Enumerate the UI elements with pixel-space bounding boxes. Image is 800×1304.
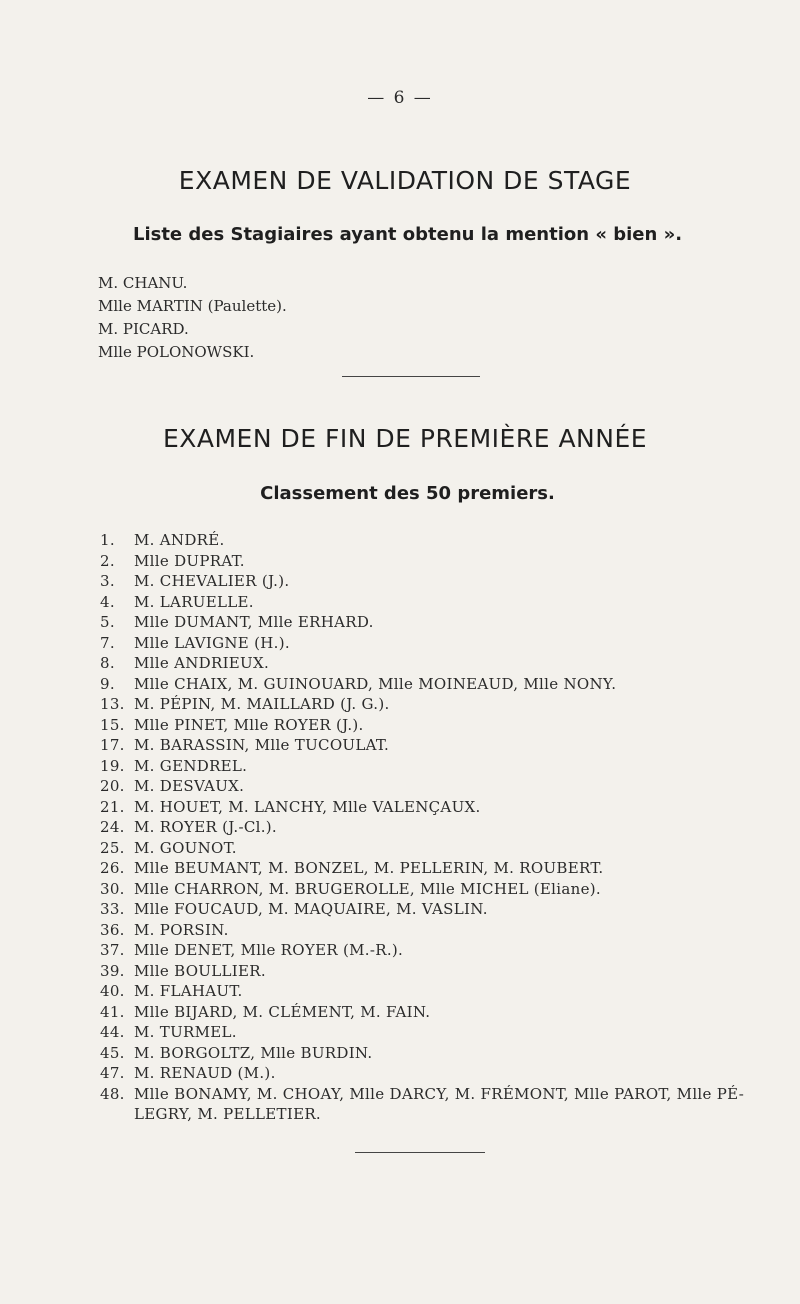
rank-number: 33. — [100, 900, 125, 918]
list-item — [100, 797, 744, 818]
rank-number: 25. — [100, 838, 125, 857]
rank-number: 24. — [100, 818, 125, 836]
list-item — [100, 776, 744, 797]
classement-list — [100, 530, 744, 1125]
rank-names: Mlle DUPRAT. — [134, 551, 245, 570]
list-item — [100, 633, 744, 654]
rank-names: M. FLAHAUT. — [134, 982, 243, 1000]
rank-number: 45. — [100, 1043, 125, 1062]
rank-number: 7. — [100, 633, 115, 652]
list-item — [100, 674, 744, 695]
list-item — [100, 756, 744, 777]
rank-names: Mlle DUMANT, Mlle ERHARD. — [134, 613, 374, 631]
page-number: — 6 — — [367, 88, 433, 108]
rank-names: Mlle BOULLIER. — [134, 961, 266, 980]
rank-number: 19. — [100, 756, 125, 775]
list-item — [100, 653, 744, 674]
rank-number: 40. — [100, 982, 125, 1000]
list-item — [100, 735, 744, 756]
list-item-continuation — [100, 1104, 744, 1125]
rank-names: Mlle PINET, Mlle ROYER (J.). — [134, 715, 364, 734]
rank-names: M. BARASSIN, Mlle TUCOULAT. — [134, 736, 390, 754]
list-item — [100, 612, 744, 633]
list-item — [100, 551, 744, 572]
rank-number: 48. — [100, 1084, 125, 1103]
rank-names-continuation: LEGRY, M. PELLETIER. — [134, 1105, 321, 1123]
rank-names: M. GENDREL. — [134, 756, 248, 775]
stagiaires-list — [98, 272, 287, 364]
rank-number: 1. — [100, 531, 115, 549]
rank-number: 26. — [100, 859, 125, 877]
list-item: M. PICARD. — [98, 320, 189, 338]
rank-number: 9. — [100, 674, 115, 693]
section-divider — [355, 1152, 485, 1153]
rank-names: Mlle BEUMANT, M. BONZEL, M. PELLERIN, M. ROUBERT. — [134, 859, 604, 877]
rank-names: M. BORGOLTZ, Mlle BURDIN. — [134, 1043, 373, 1062]
rank-names: Mlle CHAIX, M. GUINOUARD, Mlle MOINEAUD, Mlle NONY. — [134, 674, 617, 693]
rank-names: M. CHEVALIER (J.). — [134, 572, 290, 590]
list-item — [100, 981, 744, 1002]
rank-number: 20. — [100, 777, 125, 795]
rank-number: 17. — [100, 736, 125, 754]
section-subtitle-mention-bien: Liste des Stagiaires ayant obtenu la mention « bien ». — [132, 224, 683, 245]
list-item — [100, 1022, 744, 1043]
list-item — [100, 530, 744, 551]
rank-number: 5. — [100, 613, 115, 631]
rank-number: 37. — [100, 941, 125, 959]
rank-names: Mlle FOUCAUD, M. MAQUAIRE, M. VASLIN. — [134, 900, 488, 918]
rank-number: 41. — [100, 1002, 125, 1021]
rank-names: M. HOUET, M. LANCHY, Mlle VALENÇAUX. — [134, 797, 481, 816]
rank-number: 13. — [100, 695, 125, 713]
rank-names: M. ROYER (J.-Cl.). — [134, 818, 277, 836]
list-item — [100, 1043, 744, 1064]
rank-number: 8. — [100, 654, 115, 672]
rank-names: M. LARUELLE. — [134, 592, 254, 611]
list-item — [100, 899, 744, 920]
rank-number: 15. — [100, 715, 125, 734]
rank-number: 2. — [100, 551, 115, 570]
rank-number: 39. — [100, 961, 125, 980]
list-item — [100, 879, 744, 900]
rank-names: M. TURMEL. — [134, 1023, 237, 1041]
list-item — [100, 940, 744, 961]
rank-number: 3. — [100, 572, 115, 590]
rank-names: M. ANDRÉ. — [134, 531, 225, 549]
list-item: M. CHANU. — [98, 274, 188, 292]
rank-number: 36. — [100, 920, 125, 939]
list-item — [100, 858, 744, 879]
rank-number: 30. — [100, 879, 125, 898]
rank-names: M. PÉPIN, M. MAILLARD (J. G.). — [134, 695, 390, 713]
rank-names: Mlle DENET, Mlle ROYER (M.-R.). — [134, 941, 404, 959]
list-item — [100, 592, 744, 613]
section-title-premiere-annee: EXAMEN DE FIN DE PREMIÈRE ANNÉE — [162, 424, 648, 453]
list-item — [100, 920, 744, 941]
rank-names: M. GOUNOT. — [134, 838, 237, 857]
rank-names: M. PORSIN. — [134, 920, 229, 939]
list-item — [100, 1002, 744, 1023]
list-item — [100, 571, 744, 592]
rank-names: Mlle BIJARD, M. CLÉMENT, M. FAIN. — [134, 1002, 431, 1021]
section-divider — [342, 376, 480, 377]
list-item: Mlle MARTIN (Paulette). — [98, 297, 287, 315]
rank-names: Mlle ANDRIEUX. — [134, 654, 270, 672]
list-item — [100, 961, 744, 982]
list-item — [100, 1063, 744, 1084]
rank-names: M. DESVAUX. — [134, 777, 245, 795]
list-item — [100, 817, 744, 838]
rank-number: 44. — [100, 1023, 125, 1041]
rank-number: 21. — [100, 797, 125, 816]
list-item — [100, 715, 744, 736]
list-item — [100, 838, 744, 859]
rank-names: Mlle CHARRON, M. BRUGEROLLE, Mlle MICHEL (Eliane). — [134, 879, 601, 898]
list-item: Mlle POLONOWSKI. — [98, 343, 255, 361]
rank-number: 4. — [100, 592, 115, 611]
rank-number: 47. — [100, 1064, 125, 1082]
list-item — [100, 1084, 744, 1105]
section-title-validation: EXAMEN DE VALIDATION DE STAGE — [178, 166, 632, 195]
rank-names: M. RENAUD (M.). — [134, 1064, 276, 1082]
section-subtitle-classement: Classement des 50 premiers. — [260, 483, 555, 504]
rank-names: Mlle LAVIGNE (H.). — [134, 633, 290, 652]
rank-names: Mlle BONAMY, M. CHOAY, Mlle DARCY, M. FRÉMONT, Mlle PAROT, Mlle PÉ- — [134, 1084, 745, 1103]
list-item — [100, 694, 744, 715]
